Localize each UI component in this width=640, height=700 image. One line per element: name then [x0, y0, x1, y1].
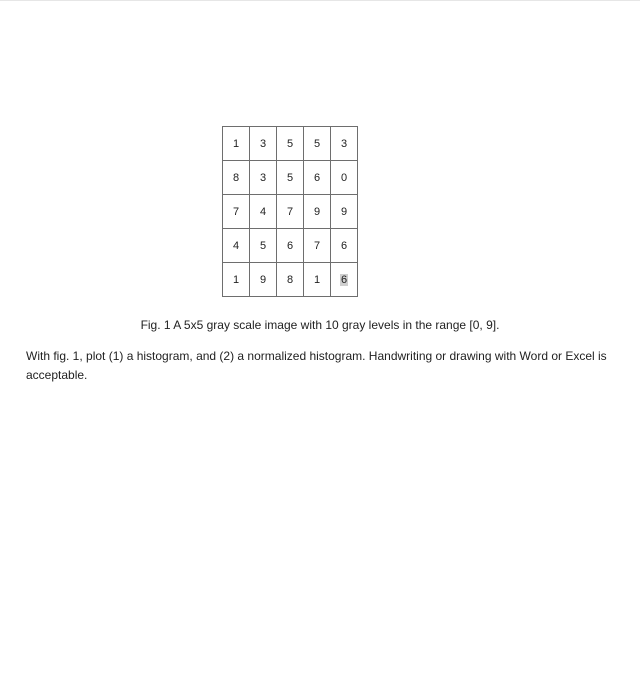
- grid-cell: 8: [277, 263, 304, 297]
- grid-cell: 1: [223, 263, 250, 297]
- grid-cell: 1: [304, 263, 331, 297]
- grid-cell: 5: [277, 161, 304, 195]
- grid-cell: 7: [277, 195, 304, 229]
- grid-cell: 3: [250, 161, 277, 195]
- grid-cell: 9: [250, 263, 277, 297]
- grid-cell: 6: [331, 229, 358, 263]
- grid-row: [223, 229, 358, 263]
- grid-row: [223, 195, 358, 229]
- grid-cell: 4: [223, 229, 250, 263]
- page-top-border: [0, 0, 640, 1]
- grid-cell: 3: [250, 127, 277, 161]
- grid-cell: 5: [250, 229, 277, 263]
- grid-cell: 9: [304, 195, 331, 229]
- grid-row: [223, 127, 358, 161]
- figure-caption: Fig. 1 A 5x5 gray scale image with 10 gray levels in the range [0, 9].: [140, 318, 500, 332]
- grid-cell: 1: [223, 127, 250, 161]
- grid-cell: 6: [277, 229, 304, 263]
- grid-cell: 3: [331, 127, 358, 161]
- grid-cell: 4: [250, 195, 277, 229]
- grid-cell: 7: [223, 195, 250, 229]
- gray-level-grid: [222, 126, 358, 297]
- grid-cell: 5: [304, 127, 331, 161]
- grid-cell: 6: [304, 161, 331, 195]
- grid-cell: 7: [304, 229, 331, 263]
- grid-cell: 8: [223, 161, 250, 195]
- grid-row: [223, 263, 358, 297]
- grid-cell: 5: [277, 127, 304, 161]
- grid-cell: 9: [331, 195, 358, 229]
- grid-cell-selected: 6: [331, 263, 358, 297]
- grid-row: [223, 161, 358, 195]
- instructions-paragraph: With fig. 1, plot (1) a histogram, and (2) a normalized histogram. Handwriting or drawing with Word or Excel is acceptable.: [26, 349, 607, 382]
- grid-cell: 0: [331, 161, 358, 195]
